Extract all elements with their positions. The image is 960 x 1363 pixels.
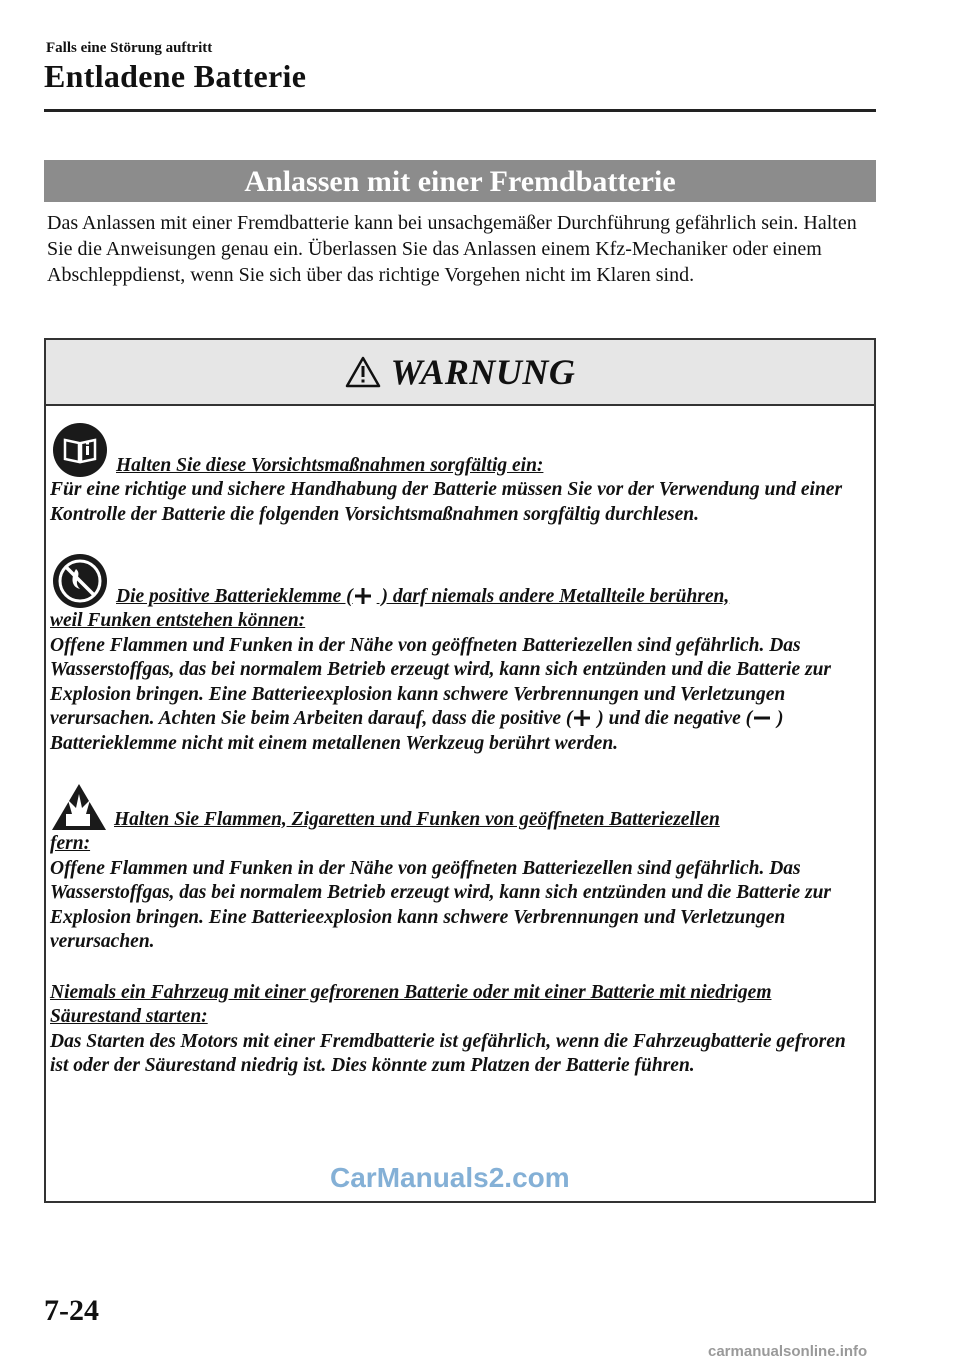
explosion-hazard-icon <box>50 782 108 832</box>
warning-item-text: Offene Flammen und Funken in der Nähe von geöffneten Batteriezellen sind gefährlich. Das Wasserstoffgas, das bei normalem Betrieb erzeugt wird, kann sich entzünden und die Batterie zur Explosion bringen. Eine Batterieexplosion kann schwere Verbrennungen und Verletzungen verursachen. <box>50 857 832 952</box>
warning-item-title-cont: fern: <box>50 833 91 854</box>
warning-item-text: Offene Flammen und Funken in der Nähe von geöffneten Batteriezellen sind gefährlich. Das Wasserstoffgas, das bei normalem Betrieb erzeugt wird, kann sich entzünden und die Batterie zur Explosion bringen. Eine Batterieexplosion kann schwere Verbrennungen und Verletzungen verursachen. Achten Sie beim Arbeiten darauf, dass die positive ( ) und die negative ( ) Batterieklemme nicht mit einem metallenen Werkzeug berührt werden. <box>50 634 832 754</box>
warning-item-manual <box>50 422 860 527</box>
warning-item-frozen <box>50 981 860 1079</box>
warning-item-title: Die positive Batterieklemme ( ) darf niemals andere Metallteile berühren, <box>116 585 730 607</box>
warning-item-title: Niemals ein Fahrzeug mit einer gefrorenen Batterie oder mit einer Batterie mit niedrigem Säurestand starten: <box>50 981 772 1027</box>
warning-heading: WARNUNG <box>390 352 576 392</box>
page-number: 7-24 <box>44 1294 99 1327</box>
watermark-secondary: carmanualsonline.info <box>708 1343 868 1360</box>
warning-item-text: Für eine richtige und sichere Handhabung der Batterie müssen Sie vor der Verwendung und einer Kontrolle der Batterie die folgenden Vorsichtsmaßnahmen sorgfältig durchlesen. <box>50 479 843 525</box>
intro-paragraph: Das Anlassen mit einer Fremdbatterie kann bei unsachgemäßer Durchführung gefährlich sein. Halten Sie die Anweisungen genau ein. Überlassen Sie das Anlassen einem Kfz-Mechaniker oder einem Abschleppdienst, wenn Sie sich über das richtige Vorgehen nicht im Klaren sind. <box>47 212 857 286</box>
watermark-primary: CarManuals2.com <box>330 1162 570 1193</box>
minus-sign-icon <box>754 710 770 726</box>
page-title: Entladene Batterie <box>44 58 307 94</box>
warning-item-flames <box>50 782 860 955</box>
no-sparks-icon <box>50 553 110 609</box>
section-kicker: Falls eine Störung auftritt <box>46 40 213 56</box>
warning-item-title-cont: weil Funken entstehen können: <box>50 610 306 631</box>
warning-item-title: Halten Sie Flammen, Zigaretten und Funken von geöffneten Batteriezellen <box>114 808 720 830</box>
read-manual-icon <box>50 422 110 478</box>
warning-header <box>46 340 874 406</box>
warning-triangle-icon <box>345 356 381 388</box>
warning-item-text: Das Starten des Motors mit einer Fremdbatterie ist gefährlich, wenn die Fahrzeugbatterie gefroren ist oder der Säurestand niedrig ist. Dies könnte zum Platzen der Batterie führen. <box>50 1030 846 1076</box>
title-divider <box>44 109 876 112</box>
warning-body <box>46 406 874 1079</box>
plus-sign-icon <box>355 588 371 604</box>
warning-box <box>44 338 876 1203</box>
plus-sign-icon <box>574 710 590 726</box>
warning-item-title: Halten Sie diese Vorsichtsmaßnahmen sorgfältig ein: <box>116 454 544 476</box>
section-banner: Anlassen mit einer Fremdbatterie <box>44 160 876 202</box>
warning-item-terminal <box>50 553 860 756</box>
